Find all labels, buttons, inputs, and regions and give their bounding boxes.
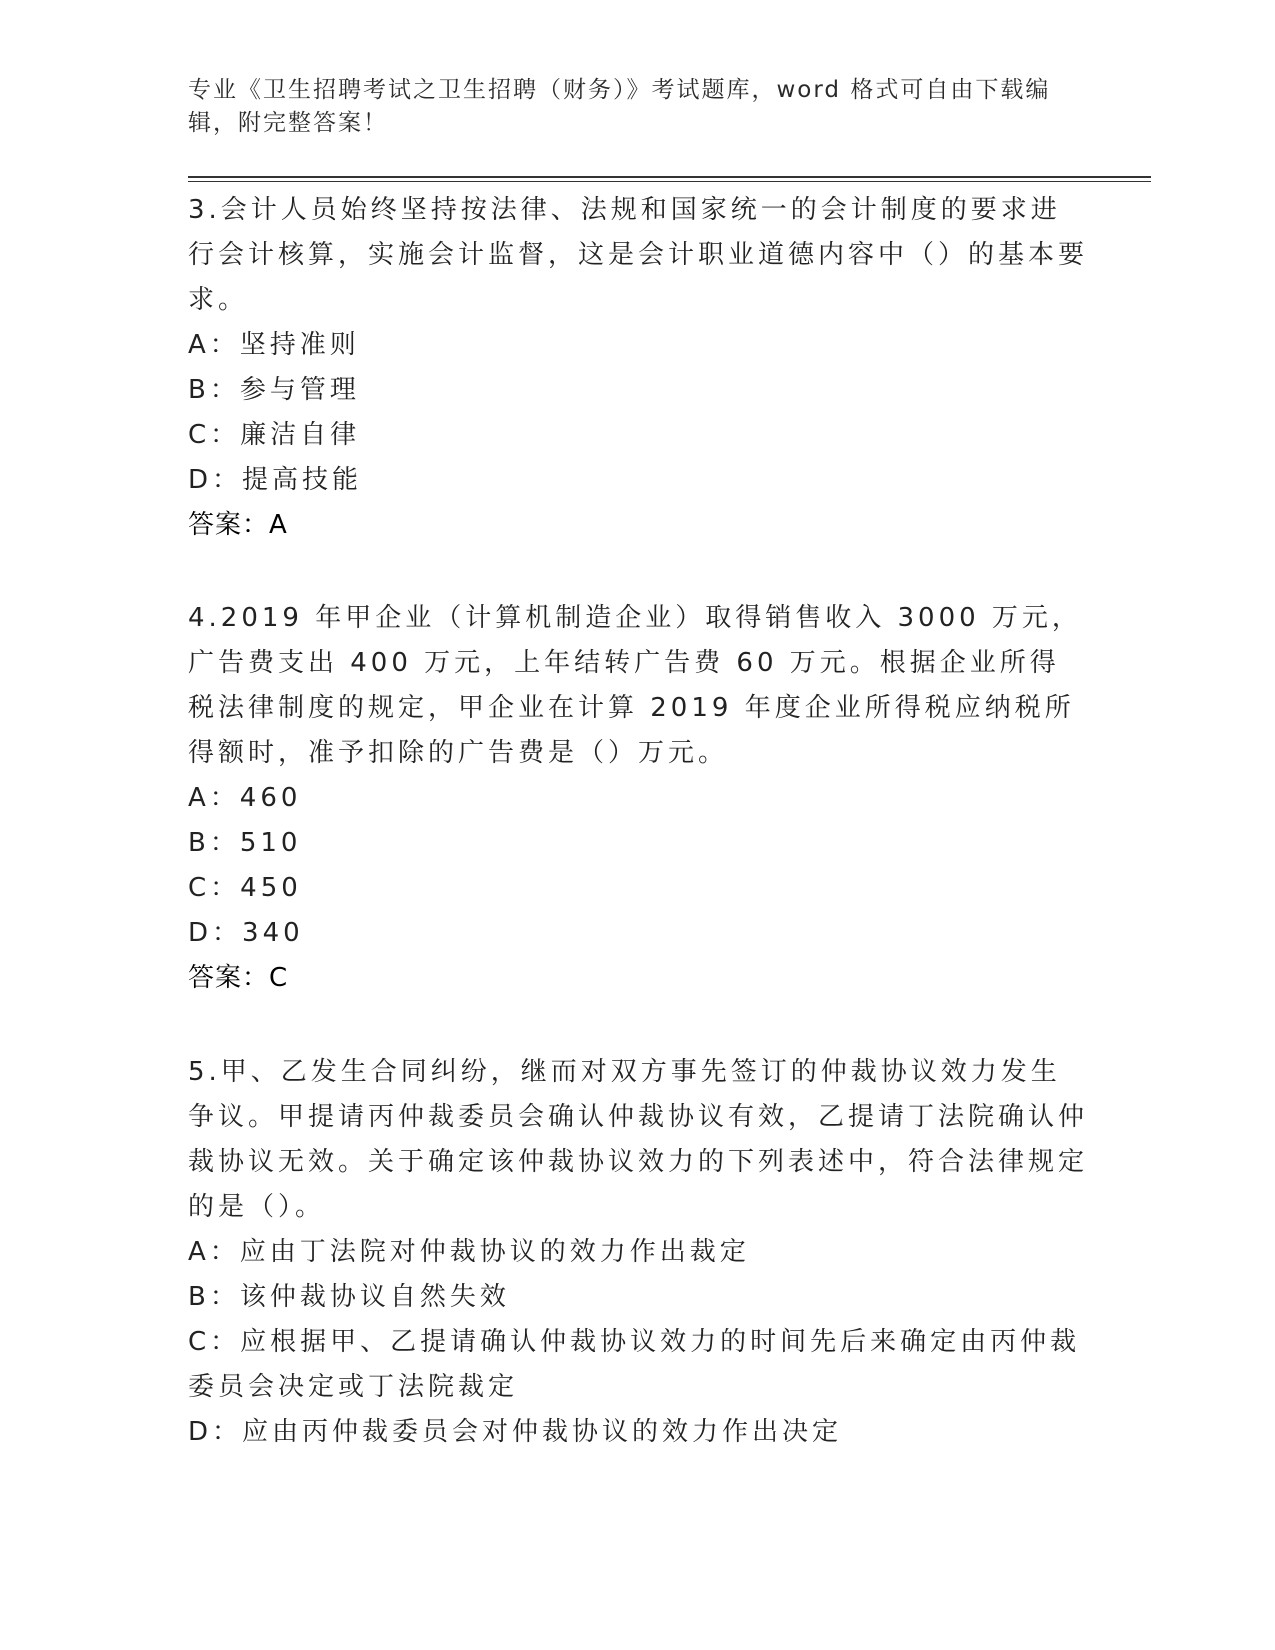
option-a: A：坚持准则	[188, 330, 360, 360]
option-a: A：460	[188, 783, 302, 813]
answer-line: 答案：A	[188, 510, 288, 540]
question-stem: 5.甲、乙发生合同纠纷，继而对双方事先签订的仲裁协议效力发生争议。甲提请丙仲裁委员会确认仲裁协议有效，乙提请丁法院确认仲裁协议无效。关于确定该仲裁协议效力的下列表述中，符合法律规定的是（）。	[188, 1057, 1089, 1222]
option-d: D：提高技能	[188, 465, 363, 495]
question-stem: 3.会计人员始终坚持按法律、法规和国家统一的会计制度的要求进行会计核算，实施会计监督，这是会计职业道德内容中（）的基本要求。	[188, 195, 1089, 315]
option-d: D：340	[188, 918, 304, 948]
option-b: B：参与管理	[188, 375, 360, 405]
option-c: C：应根据甲、乙提请确认仲裁协议效力的时间先后来确定由丙仲裁委员会决定或丁法院裁定	[188, 1327, 1081, 1402]
header-divider-thick	[188, 176, 1151, 178]
document-header-title: 专业《卫生招聘考试之卫生招聘（财务）》考试题库，word 格式可自由下载编辑，附完整答案！	[188, 77, 1051, 136]
option-d: D：应由丙仲裁委员会对仲裁协议的效力作出决定	[188, 1417, 843, 1447]
option-b: B：该仲裁协议自然失效	[188, 1282, 510, 1312]
option-c: C：450	[188, 873, 302, 903]
option-b: B：510	[188, 828, 302, 858]
question-4	[188, 596, 1088, 1001]
answer-line: 答案：C	[188, 963, 289, 993]
option-a: A：应由丁法院对仲裁协议的效力作出裁定	[188, 1237, 750, 1267]
question-stem: 4.2019 年甲企业（计算机制造企业）取得销售收入 3000 万元，广告费支出 400 万元，上年结转广告费 60 万元。根据企业所得税法律制度的规定，甲企业在计算 2019 年度企业所得税应纳税所得额时，准予扣除的广告费是（）万元。	[188, 603, 1082, 768]
header-divider-thin	[188, 181, 1151, 182]
option-c: C：廉洁自律	[188, 420, 361, 450]
question-5	[188, 1050, 1088, 1455]
question-3	[188, 188, 1088, 548]
